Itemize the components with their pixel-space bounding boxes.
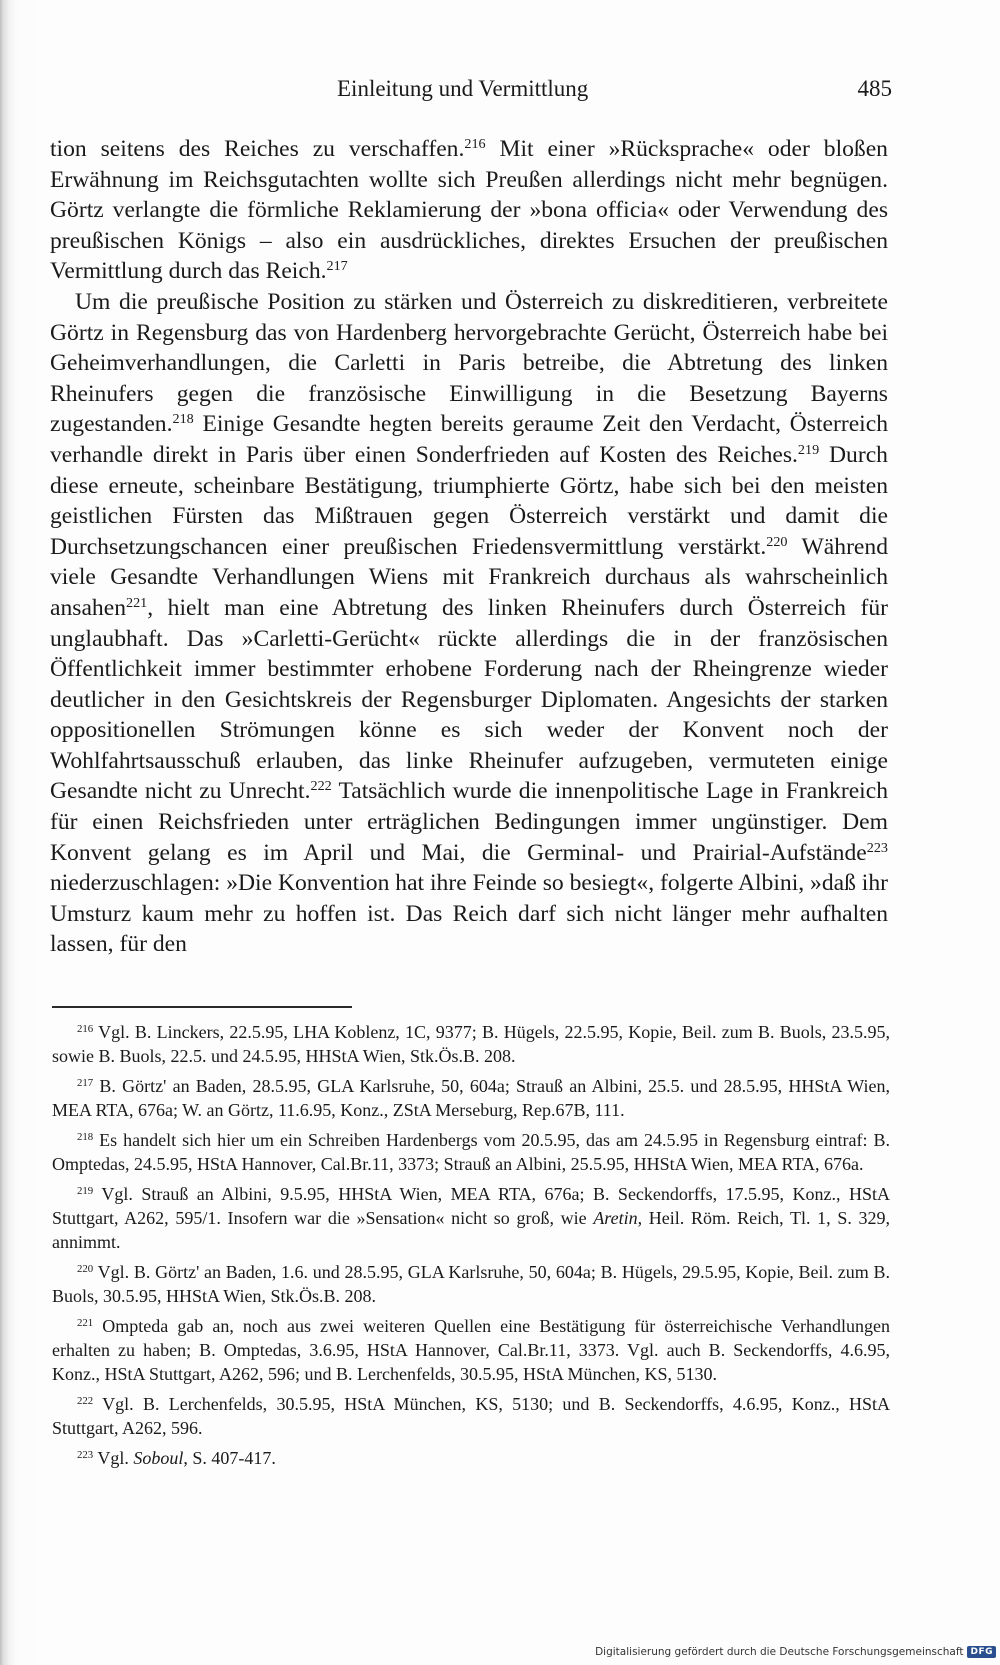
footnote-number: 220 bbox=[77, 1263, 94, 1276]
page-number: 485 bbox=[857, 76, 892, 101]
footnote bbox=[52, 1020, 890, 1068]
footnote-number: 216 bbox=[77, 1023, 94, 1036]
text-run: Mit einer »Rücksprache« oder bloßen Erwähnung im Reichsgutachten wollte sich Preußen allerdings nicht mehr begnügen. Görtz verlangte die förmliche Reklamierung der »bona officia« oder Verwendung des preußischen Königs – also ein ausdrückliches, direktes Ersuchen der preußischen Vermittlung durch das Reich. bbox=[50, 136, 888, 285]
footnote-number: 223 bbox=[77, 1449, 94, 1462]
running-title: Einleitung und Vermittlung bbox=[337, 76, 589, 101]
main-text bbox=[50, 134, 888, 960]
footnote bbox=[52, 1314, 890, 1386]
footnote-divider bbox=[52, 1006, 352, 1008]
footnote-ref[interactable]: 221 bbox=[126, 595, 148, 612]
text-run: Einige Gesandte hegten bereits geraume Zeit den Verdacht, Österreich verhandle direkt in Paris über einen Sonderfrieden auf Kosten des Reiches. bbox=[50, 411, 888, 468]
footnote-text: Vgl. B. Görtz' an Baden, 1.6. und 28.5.95, GLA Karlsruhe, 50, 604a; B. Hügels, 29.5.95, Kopie, Beil. zum B. Buols, 30.5.95, HHStA Wien, Stk.Ös.B. 208. bbox=[52, 1262, 890, 1306]
footnote-text: Ompteda gab an, noch aus zwei weiteren Quellen eine Bestätigung für österreichische Verhandlungen erhalten zu haben; B. Omptedas, 3.6.95, HStA Hannover, Cal.Br.11, 3373. Vgl. auch B. Seckendorffs, 4.6.95, Konz., HStA Stuttgart, A262, 596; und B. Lerchenfelds, 30.5.95, HStA München, KS, 5130. bbox=[52, 1316, 890, 1384]
text-run: niederzuschlagen: »Die Konvention hat ihre Feinde so besiegt«, folgerte Albini, »daß ihr Umsturz kaum mehr zu hoffen ist. Das Reich darf sich nicht länger mehr aufhalten lassen, für den bbox=[50, 870, 889, 958]
footnote-ref[interactable]: 218 bbox=[172, 411, 194, 428]
footnote-text: Vgl. B. Linckers, 22.5.95, LHA Koblenz, 1C, 9377; B. Hügels, 22.5.95, Kopie, Beil. zum B. Buols, 23.5.95, sowie B. Buols, 22.5. und 24.5.95, HHStA Wien, Stk.Ös.B. 208. bbox=[52, 1022, 890, 1066]
cited-author: Soboul bbox=[133, 1448, 184, 1468]
footnote-ref[interactable]: 222 bbox=[310, 778, 332, 795]
footnote-number: 219 bbox=[77, 1185, 94, 1198]
text-run: Durch diese erneute, scheinbare Bestätigung, triumphierte Görtz, habe sich bei den meisten geistlichen Fürsten das Mißtrauen gegen Österreich verstärkt und damit die Durchsetzungschancen einer preußischen Friedensvermittlung verstärkt. bbox=[50, 441, 888, 560]
footnote bbox=[52, 1128, 890, 1176]
footnote bbox=[52, 1392, 890, 1440]
footnote-number: 222 bbox=[77, 1395, 94, 1408]
running-header bbox=[52, 76, 892, 112]
footnote bbox=[52, 1074, 890, 1122]
text-run: Um die preußische Position zu stärken und Österreich zu diskreditieren, verbreitete Görtz in Regensburg das von Hardenberg hervorgebrachte Gerücht, Österreich habe bei Geheimverhandlungen, die Carletti in Paris betreibe, die Abtretung des linken Rheinufers gegen die französische Einwilligung in die Besetzung Bayerns zugestanden. bbox=[50, 288, 888, 438]
paragraph bbox=[50, 134, 888, 287]
footnote-ref[interactable]: 220 bbox=[766, 533, 788, 550]
footnote bbox=[52, 1260, 890, 1308]
footnote-text: Vgl. bbox=[93, 1448, 134, 1468]
paragraph bbox=[50, 287, 888, 960]
footnote-text: , Heil. Röm. Reich, Tl. 1, S. 329, annimmt. bbox=[52, 1208, 890, 1252]
text-run: tion seitens des Reiches zu verschaffen. bbox=[50, 136, 465, 162]
footnote-number: 217 bbox=[77, 1077, 94, 1090]
footnote-number: 218 bbox=[77, 1131, 94, 1144]
text-run: , hielt man eine Abtretung des linken Rheinufers durch Österreich für unglaubhaft. Das »Carletti-Gerücht« rückte allerdings die in der französischen Öffentlichkeit immer bestimmter erhobene Forderung nach der Rheingrenze wieder deutlicher in den Gesichtskreis der Regensburger Diplomaten. Angesichts der starken oppositionellen Strömungen könne es sich weder der Konvent noch der Wohlfahrtsausschuß erlauben, das linke Rheinufer aufzugeben, vermuteten einige Gesandte nicht zu Unrecht. bbox=[50, 594, 888, 805]
footnotes bbox=[52, 1020, 890, 1476]
footnote-number: 221 bbox=[77, 1317, 94, 1330]
footnote-ref[interactable]: 219 bbox=[797, 442, 820, 459]
footnote-text: , S. 407-417. bbox=[183, 1448, 276, 1468]
credit-text: Digitalisierung gefördert durch die Deutsche Forschungsgemeinschaft bbox=[595, 1646, 964, 1658]
footnote-text: B. Görtz' an Baden, 28.5.95, GLA Karlsruhe, 50, 604a; Strauß an Albini, 25.5. und 28.5.95, HHStA Wien, MEA RTA, 676a; W. an Görtz, 11.6.95, Konz., ZStA Merseburg, Rep.67B, 111. bbox=[52, 1076, 890, 1120]
text-run: Tatsächlich wurde die innenpolitische Lage in Frankreich für einen Reichsfrieden unter erträglichen Bedingungen immer ungünstiger. Dem Konvent gelang es im April und Mai, die Germinal- und Prairial-Aufstände bbox=[50, 778, 888, 866]
footnote-ref[interactable]: 223 bbox=[866, 839, 888, 856]
footnote bbox=[52, 1182, 890, 1254]
footnote-ref[interactable]: 216 bbox=[464, 136, 486, 153]
footnote-text: Vgl. Strauß an Albini, 9.5.95, HHStA Wien, MEA RTA, 676a; B. Seckendorffs, 17.5.95, Konz., HStA Stuttgart, A262, 595/1. Insofern war die »Sensation« nicht so groß, wie bbox=[52, 1184, 890, 1228]
text-run: Während viele Gesandte Verhandlungen Wiens mit Frankreich durchaus als wahrscheinlich ansahen bbox=[50, 533, 888, 621]
cited-author: Aretin bbox=[593, 1208, 638, 1228]
footnote-text: Vgl. B. Lerchenfelds, 30.5.95, HStA München, KS, 5130; und B. Seckendorffs, 4.6.95, Konz., HStA Stuttgart, A262, 596. bbox=[52, 1394, 890, 1438]
footnote bbox=[52, 1446, 890, 1470]
footnote-ref[interactable]: 217 bbox=[326, 258, 348, 275]
digitization-credit bbox=[595, 1643, 996, 1661]
dfg-logo: DFG bbox=[967, 1646, 996, 1658]
footnote-text: Es handelt sich hier um ein Schreiben Hardenbergs vom 20.5.95, das am 24.5.95 in Regensburg eintraf: B. Omptedas, 24.5.95, HStA Hannover, Cal.Br.11, 3373; Strauß an Albini, 25.5.95, HHStA Wien, MEA RTA, 676a. bbox=[52, 1130, 890, 1174]
